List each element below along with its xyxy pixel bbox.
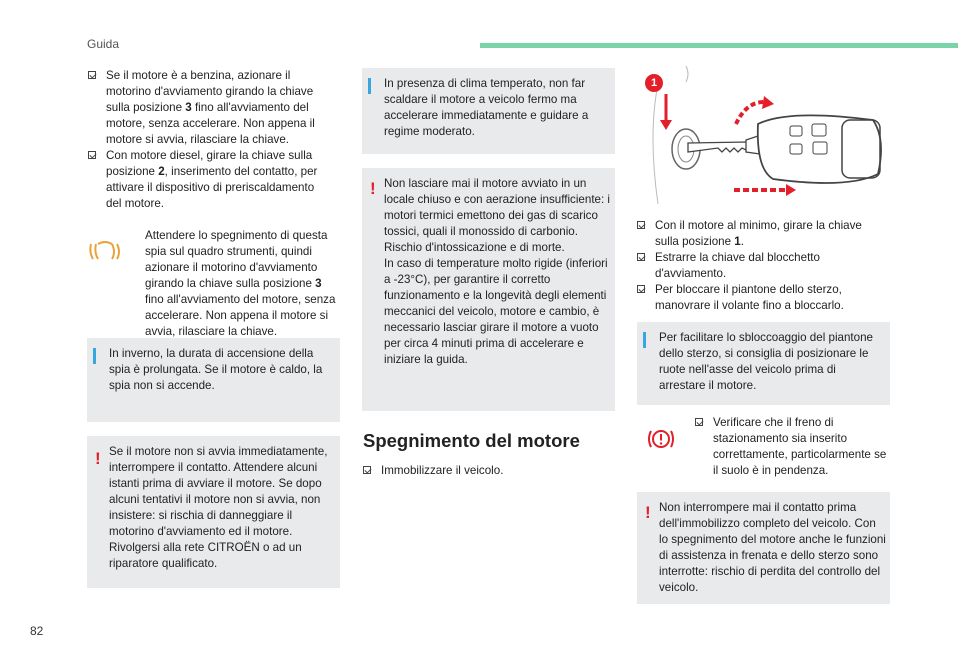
position-number: 3 — [315, 277, 322, 290]
position-number: 3 — [185, 101, 192, 114]
page-number: 82 — [30, 624, 44, 638]
right-bullet-list — [637, 218, 882, 314]
warning-text — [384, 176, 612, 368]
position-number: 1 — [734, 235, 741, 248]
bullet-text: Con il motore al minimo, girare la chiave sulla posizione — [655, 219, 862, 248]
step-badge: 1 — [645, 74, 663, 92]
bullet-text: Per bloccare il piantone dello sterzo, manovrare il volante fino a bloccarlo. — [655, 283, 844, 312]
info-bar-icon — [368, 78, 371, 94]
header-accent-bar — [480, 43, 958, 48]
checkbox-bullet-icon — [637, 285, 645, 293]
info-box-winter — [87, 338, 340, 422]
note-text: fino all'avviamento del motore, senza accelerare. Non appena il motore si avvia, rilasciare la chiave. — [145, 293, 336, 338]
warning-exclamation-icon: ! — [95, 449, 101, 468]
bullet-text: Se il motore è a benzina, azionare il motorino d'avviamento girando la chiave sulla posizione — [106, 69, 314, 114]
warning-exclamation-icon: ! — [370, 179, 376, 198]
list-item — [695, 415, 890, 479]
section-title: Spegnimento del motore — [363, 430, 580, 451]
warning-exclamation-icon: ! — [645, 503, 651, 522]
brake-check-list — [695, 415, 890, 479]
bullet-text: Verificare che il freno di stazionamento sia inserito correttamente, particolarmente se il suolo è in pendenza. — [713, 416, 887, 477]
list-item — [637, 218, 882, 250]
warning-text: Non interrompere mai il contatto prima dell'immobilizzo completo del veicolo. Con lo spegnimento del motore anche le funzioni di assistenza in frenata e dello sterzo sono interrotte: rischio di perdita del controllo del veicolo. — [659, 501, 886, 594]
warning-paragraph: In caso di temperature molto rigide (inferiori a -23°C), per garantire il corretto funzionamento e la longevità degli elementi meccanici del veicolo, motore e cambio, è necessario lasciar girare il motore a vuoto per circa 4 minuti prima di accelerare e iniziare la guida. — [384, 257, 608, 366]
info-text: In presenza di clima temperato, non far scaldare il motore a veicolo fermo ma accelerare immediatamente e guidare a regime moderato. — [384, 77, 589, 138]
warning-box-ignition — [637, 492, 890, 604]
glow-plug-warning-icon — [88, 240, 122, 262]
info-text: Per facilitare lo sblocco​aggio del piantone dello sterzo, si consiglia di posizionare le ruote nell'asse del veicolo prima di arrestare il motore. — [659, 331, 873, 392]
checkbox-bullet-icon — [88, 71, 96, 79]
checkbox-bullet-icon — [637, 221, 645, 229]
glow-plug-note — [145, 228, 340, 340]
note-text: Attendere lo spegnimento di questa spia sul quadro strumenti, quindi azionare il motorino d'avviamento girando la chiave sulla posizione — [145, 229, 328, 290]
bullet-text: Estrarre la chiave dal blocchetto d'avviamento. — [655, 251, 820, 280]
info-bar-icon — [643, 332, 646, 348]
position-number: 2 — [158, 165, 165, 178]
header-section-label: Guida — [87, 37, 120, 51]
list-item — [637, 250, 882, 282]
list-item — [363, 463, 603, 479]
list-item — [88, 148, 328, 212]
bullet-text: Immobilizzare il veicolo. — [381, 464, 504, 477]
info-box-temperate — [362, 68, 615, 154]
checkbox-bullet-icon — [637, 253, 645, 261]
bullet-text: fino all'avviamento del motore, senza accelerare. Non appena il motore si avvia, rilasciare la chiave. — [106, 101, 315, 146]
left-bullet-list — [88, 68, 328, 212]
warning-paragraph: Non lasciare mai il motore avviato in un locale chiuso e con aerazione insufficiente: i motori termici emettono dei gas di scarico tossici, quali il monossido di carbonio. Rischio d'intossicazione e di morte. — [384, 177, 611, 254]
warning-box-enclosed-space — [362, 168, 615, 411]
ignition-key-illustration — [638, 64, 892, 214]
middle-bullet-list — [363, 463, 603, 479]
bullet-text: . — [740, 235, 744, 248]
checkbox-bullet-icon — [88, 151, 96, 159]
checkbox-bullet-icon — [363, 466, 371, 474]
info-bar-icon — [93, 348, 96, 364]
info-box-steering-lock — [637, 322, 890, 405]
parking-brake-warning-icon — [646, 427, 676, 451]
warning-text: Se il motore non si avvia immediatamente, interrompere il contatto. Attendere alcuni istanti prima di avviare il motore. Se dopo alcuni tentativi il motore non si avvia, non insistere: si rischia di danneggiare il motorino d'avviamento ed il motore. Rivolgersi alla rete CITROËN o ad un riparatore qualificato. — [109, 445, 328, 570]
bullet-text: Con motore diesel, girare la chiave sulla posizione — [106, 149, 313, 178]
warning-box-no-start — [87, 436, 340, 588]
list-item — [88, 68, 328, 148]
info-text: In inverno, la durata di accensione della spia è prolungata. Se il motore è caldo, la spia non si accende. — [109, 347, 323, 392]
bullet-text: , inserimento del contatto, per attivare il dispositivo di preriscaldamento del motore. — [106, 165, 318, 210]
checkbox-bullet-icon — [695, 418, 703, 426]
list-item — [637, 282, 882, 314]
